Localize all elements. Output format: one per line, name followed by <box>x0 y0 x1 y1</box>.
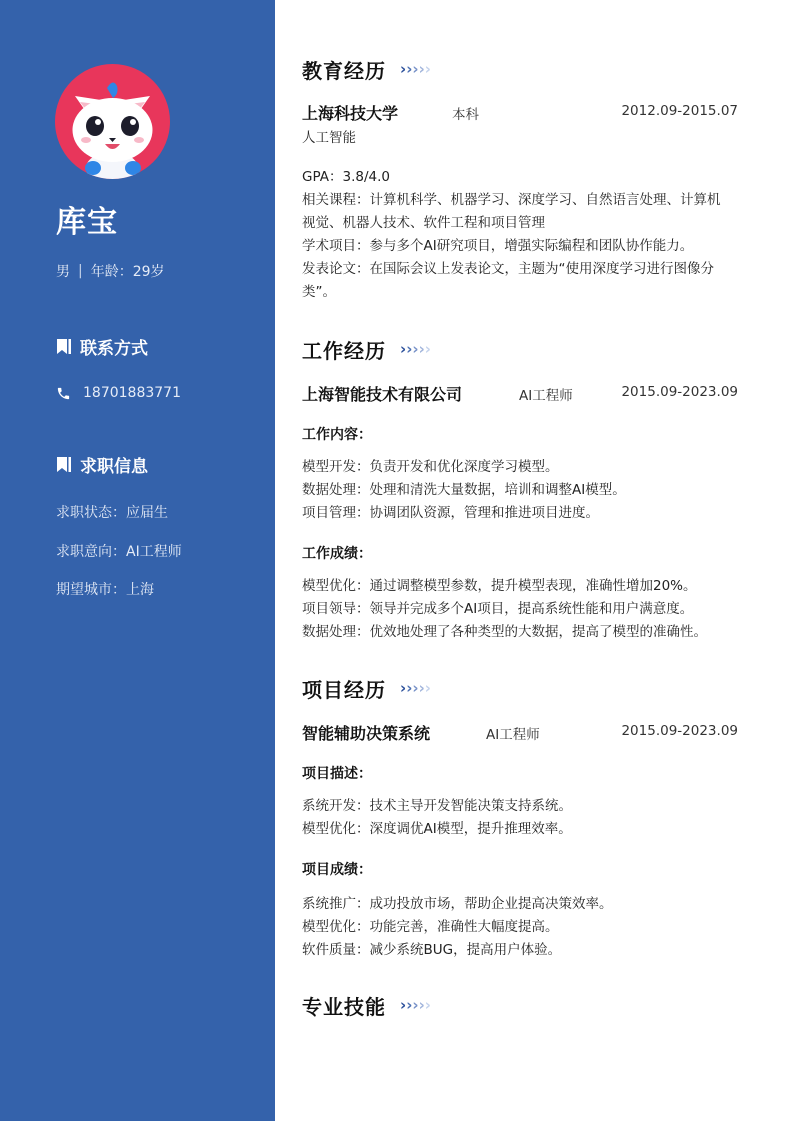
job-info-heading: 求职信息 <box>56 452 148 477</box>
company-name: 上海智能技术有限公司 <box>302 385 463 404</box>
courses-line-1: 相关课程：计算机科学、机器学习、深度学习、自然语言处理、计算机 <box>302 192 721 208</box>
bookmark-icon <box>56 456 72 473</box>
project-desc-item: 系统开发：技术主导开发智能决策支持系统。 <box>302 798 572 814</box>
divider: | <box>78 263 83 279</box>
paper-line-2: 类”。 <box>302 284 336 300</box>
work-result-item: 数据处理：优效地处理了各种类型的大数据，提高了模型的准确性。 <box>302 624 707 640</box>
work-results-title: 工作成绩： <box>302 546 372 562</box>
chevrons-icon: › › › › › <box>400 996 431 1014</box>
work-content-item: 项目管理：协调团队资源，管理和推进项目进度。 <box>302 505 599 521</box>
education-date: 2012.09-2015.07 <box>621 103 738 119</box>
phone-row <box>56 385 181 401</box>
project-desc-item: 模型优化：深度调优AI模型，提升推理效率。 <box>302 821 572 837</box>
project-name: 智能辅助决策系统 <box>302 724 431 743</box>
project-heading: 项目经历 › › › › › <box>302 678 431 702</box>
project-date: 2015.09-2023.09 <box>621 723 738 739</box>
work-content-title: 工作内容： <box>302 427 372 443</box>
phone-icon <box>56 386 71 401</box>
degree: 本科 <box>452 107 479 123</box>
job-intent: 求职意向：AI工程师 <box>56 544 182 560</box>
job-city: 期望城市：上海 <box>56 582 154 598</box>
project-results-title: 项目成绩： <box>302 862 372 878</box>
major: 人工智能 <box>302 130 356 146</box>
work-content-item: 模型开发：负责开发和优化深度学习模型。 <box>302 459 559 475</box>
project-desc-title: 项目描述： <box>302 766 372 782</box>
avatar <box>55 64 170 179</box>
cat-mascot-icon <box>55 64 170 179</box>
contact-heading: 联系方式 <box>56 334 148 359</box>
project-result-item: 模型优化：功能完善，准确性大幅度提高。 <box>302 919 559 935</box>
skills-heading: 专业技能 › › › › › <box>302 995 431 1019</box>
project-result-item: 软件质量：减少系统BUG，提高用户体验。 <box>302 942 562 958</box>
academic-projects: 学术项目：参与多个AI研究项目，增强实际编程和团队协作能力。 <box>302 238 694 254</box>
work-result-item: 模型优化：通过调整模型参数，提升模型表现，准确性增加20%。 <box>302 578 697 594</box>
work-role: AI工程师 <box>519 388 573 404</box>
work-date: 2015.09-2023.09 <box>621 384 738 400</box>
profile-name: 库宝 <box>56 205 118 240</box>
gender: 男 <box>56 264 70 280</box>
gpa: GPA：3.8/4.0 <box>302 169 390 185</box>
job-status: 求职状态：应届生 <box>56 505 168 521</box>
school-name: 上海科技大学 <box>302 104 399 123</box>
education-heading: 教育经历 › › › › › <box>302 59 431 83</box>
work-entry <box>302 382 738 404</box>
project-role: AI工程师 <box>486 727 540 743</box>
sidebar <box>0 0 275 1121</box>
chevrons-icon: › › › › › <box>400 60 431 78</box>
chevrons-icon: › › › › › <box>400 679 431 697</box>
phone-number[interactable]: 18701883771 <box>83 385 181 401</box>
paper-line-1: 发表论文：在国际会议上发表论文，主题为“使用深度学习进行图像分 <box>302 261 714 277</box>
bookmark-icon <box>56 338 72 355</box>
chevrons-icon: › › › › › <box>400 340 431 358</box>
project-entry <box>302 721 738 743</box>
work-heading: 工作经历 › › › › › <box>302 339 431 363</box>
project-result-item: 系统推广：成功投放市场，帮助企业提高决策效率。 <box>302 896 613 912</box>
courses-line-2: 视觉、机器人技术、软件工程和项目管理 <box>302 215 545 231</box>
work-result-item: 项目领导：领导并完成多个AI项目，提高系统性能和用户满意度。 <box>302 601 694 617</box>
education-entry <box>302 101 738 123</box>
age: 年龄：29岁 <box>90 264 165 280</box>
work-content-item: 数据处理：处理和清洗大量数据，培训和调整AI模型。 <box>302 482 626 498</box>
basic-info <box>56 261 165 281</box>
